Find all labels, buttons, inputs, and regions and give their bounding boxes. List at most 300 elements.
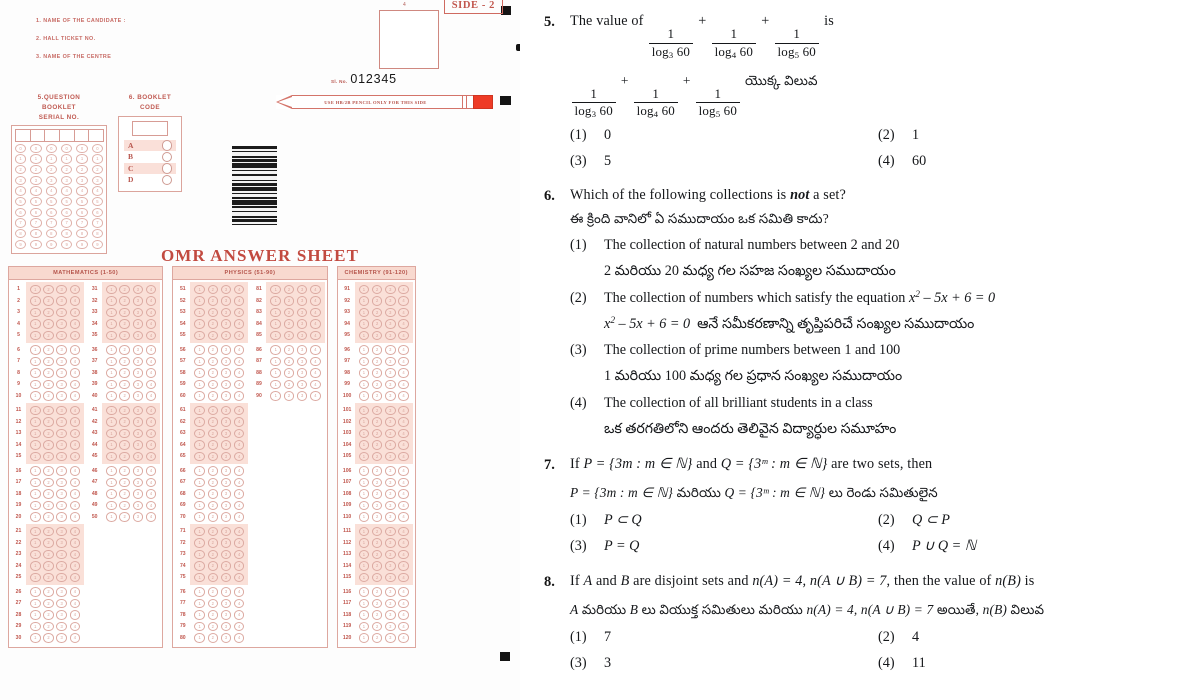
- answer-row-bubbles[interactable]: [355, 428, 413, 440]
- answer-bubble[interactable]: 1: [30, 319, 41, 329]
- answer-bubble[interactable]: 1: [30, 368, 41, 378]
- answer-bubble[interactable]: 3: [221, 417, 232, 427]
- serial-bubble-grid[interactable]: [11, 125, 107, 254]
- serial-digit-bubble[interactable]: 8: [30, 229, 41, 238]
- answer-row-bubbles[interactable]: [26, 465, 84, 477]
- answer-bubble[interactable]: 3: [385, 391, 396, 401]
- answer-row-bubbles[interactable]: [26, 572, 84, 584]
- answer-bubble[interactable]: 1: [30, 429, 41, 439]
- answer-bubble[interactable]: 1: [194, 633, 205, 643]
- answer-bubble[interactable]: 2: [372, 527, 383, 537]
- answer-row-bubbles[interactable]: [190, 621, 248, 633]
- answer-bubble[interactable]: 4: [310, 285, 321, 295]
- answer-bubble[interactable]: 3: [221, 452, 232, 462]
- answer-bubble[interactable]: 3: [56, 429, 67, 439]
- answer-bubble[interactable]: 1: [194, 489, 205, 499]
- answer-bubble[interactable]: 4: [398, 550, 409, 560]
- answer-bubble[interactable]: 2: [119, 417, 130, 427]
- answer-row-bubbles[interactable]: [190, 344, 248, 356]
- answer-row-bubbles[interactable]: [190, 379, 248, 391]
- answer-bubble[interactable]: 2: [372, 512, 383, 522]
- answer-row-bubbles[interactable]: [355, 344, 413, 356]
- answer-bubble[interactable]: 4: [70, 489, 81, 499]
- answer-bubble[interactable]: 2: [119, 380, 130, 390]
- answer-bubble[interactable]: 1: [359, 527, 370, 537]
- answer-bubble[interactable]: 2: [119, 466, 130, 476]
- answer-bubble[interactable]: 4: [146, 429, 157, 439]
- answer-bubble[interactable]: 4: [70, 296, 81, 306]
- serial-digit-bubble[interactable]: 5: [92, 197, 103, 206]
- answer-bubble[interactable]: 3: [385, 308, 396, 318]
- answer-bubble[interactable]: 2: [284, 357, 295, 367]
- answer-bubble[interactable]: 2: [284, 380, 295, 390]
- answer-bubble[interactable]: 4: [310, 345, 321, 355]
- answer-bubble[interactable]: 3: [56, 357, 67, 367]
- answer-row-bubbles[interactable]: [26, 356, 84, 368]
- answer-row-bubbles[interactable]: [26, 344, 84, 356]
- answer-bubble[interactable]: 2: [119, 357, 130, 367]
- answer-bubble[interactable]: 4: [70, 478, 81, 488]
- answer-bubble[interactable]: 1: [359, 285, 370, 295]
- serial-digit-bubble[interactable]: 8: [61, 229, 72, 238]
- serial-digit-bubble[interactable]: 3: [92, 176, 103, 185]
- answer-bubble[interactable]: 2: [208, 489, 219, 499]
- answer-bubble[interactable]: 4: [398, 331, 409, 341]
- answer-bubble[interactable]: 4: [234, 633, 245, 643]
- answer-bubble[interactable]: 2: [284, 296, 295, 306]
- serial-digit-bubble[interactable]: 5: [46, 197, 57, 206]
- answer-bubble[interactable]: 3: [385, 489, 396, 499]
- answer-bubble[interactable]: 3: [133, 319, 144, 329]
- answer-bubble[interactable]: 4: [70, 622, 81, 632]
- answer-bubble[interactable]: 3: [221, 406, 232, 416]
- answer-bubble[interactable]: 3: [133, 489, 144, 499]
- answer-bubble[interactable]: 3: [221, 527, 232, 537]
- answer-bubble[interactable]: 3: [385, 599, 396, 609]
- answer-bubble[interactable]: 2: [284, 391, 295, 401]
- answer-bubble[interactable]: 4: [70, 345, 81, 355]
- answer-bubble[interactable]: 1: [30, 489, 41, 499]
- answer-bubble[interactable]: 1: [194, 357, 205, 367]
- answer-row-bubbles[interactable]: [26, 428, 84, 440]
- serial-digit-row[interactable]: [15, 165, 103, 174]
- answer-bubble[interactable]: 4: [398, 319, 409, 329]
- answer-bubble[interactable]: 2: [284, 331, 295, 341]
- answer-bubble[interactable]: 1: [359, 478, 370, 488]
- serial-digit-bubble[interactable]: 1: [30, 154, 41, 163]
- q7-option-4[interactable]: [878, 533, 1186, 559]
- answer-bubble[interactable]: 2: [208, 357, 219, 367]
- answer-bubble[interactable]: 2: [372, 285, 383, 295]
- answer-row-bubbles[interactable]: [102, 318, 160, 330]
- answer-bubble[interactable]: 2: [43, 538, 54, 548]
- answer-bubble[interactable]: 3: [385, 466, 396, 476]
- serial-digit-bubble[interactable]: 8: [46, 229, 57, 238]
- answer-bubble[interactable]: 4: [146, 391, 157, 401]
- serial-digit-bubble[interactable]: 3: [61, 176, 72, 185]
- booklet-code-row-c[interactable]: [124, 163, 176, 175]
- answer-bubble[interactable]: 4: [70, 538, 81, 548]
- answer-row-bubbles[interactable]: [355, 488, 413, 500]
- answer-bubble[interactable]: 3: [221, 501, 232, 511]
- answer-row-bubbles[interactable]: [102, 379, 160, 391]
- answer-row-bubbles[interactable]: [190, 598, 248, 610]
- answer-bubble[interactable]: 2: [43, 633, 54, 643]
- answer-bubble[interactable]: 2: [119, 285, 130, 295]
- answer-bubble[interactable]: 2: [372, 406, 383, 416]
- answer-bubble[interactable]: 3: [133, 296, 144, 306]
- answer-bubble[interactable]: 2: [372, 466, 383, 476]
- answer-bubble[interactable]: 2: [372, 489, 383, 499]
- answer-row-bubbles[interactable]: [102, 465, 160, 477]
- answer-bubble[interactable]: 1: [194, 466, 205, 476]
- answer-bubble[interactable]: 4: [398, 429, 409, 439]
- answer-bubble[interactable]: 3: [56, 417, 67, 427]
- answer-bubble[interactable]: 3: [297, 308, 308, 318]
- answer-bubble[interactable]: 2: [208, 587, 219, 597]
- answer-bubble[interactable]: 2: [43, 406, 54, 416]
- answer-bubble[interactable]: 4: [70, 573, 81, 583]
- answer-row-bubbles[interactable]: [190, 526, 248, 538]
- answer-bubble[interactable]: 4: [70, 440, 81, 450]
- answer-bubble[interactable]: 4: [70, 501, 81, 511]
- answer-bubble[interactable]: 3: [385, 573, 396, 583]
- answer-row-bubbles[interactable]: [26, 537, 84, 549]
- booklet-code-row-d[interactable]: [124, 174, 176, 186]
- answer-bubble[interactable]: 2: [43, 599, 54, 609]
- answer-bubble-group[interactable]: [26, 524, 84, 585]
- answer-bubble[interactable]: 2: [119, 308, 130, 318]
- answer-row-bubbles[interactable]: [102, 500, 160, 512]
- answer-bubble[interactable]: 2: [372, 345, 383, 355]
- answer-bubble[interactable]: 2: [284, 368, 295, 378]
- answer-bubble[interactable]: 2: [208, 599, 219, 609]
- answer-bubble[interactable]: 4: [146, 296, 157, 306]
- answer-bubble[interactable]: 1: [359, 622, 370, 632]
- answer-bubble[interactable]: 3: [56, 573, 67, 583]
- answer-bubble-group[interactable]: [355, 524, 413, 585]
- answer-bubble[interactable]: 2: [208, 296, 219, 306]
- answer-bubble[interactable]: 3: [56, 296, 67, 306]
- serial-digit-bubble[interactable]: 5: [61, 197, 72, 206]
- answer-bubble[interactable]: 1: [194, 319, 205, 329]
- answer-bubble[interactable]: 3: [297, 296, 308, 306]
- answer-bubble[interactable]: 1: [194, 406, 205, 416]
- answer-row-bubbles[interactable]: [190, 511, 248, 523]
- answer-bubble[interactable]: 1: [359, 466, 370, 476]
- answer-bubble[interactable]: 1: [194, 440, 205, 450]
- answer-row-bubbles[interactable]: [266, 390, 324, 402]
- answer-bubble[interactable]: 3: [56, 587, 67, 597]
- serial-write-box[interactable]: [88, 129, 104, 142]
- answer-bubble[interactable]: 3: [221, 466, 232, 476]
- serial-digit-bubble[interactable]: 4: [46, 186, 57, 195]
- serial-digit-bubble[interactable]: 2: [46, 165, 57, 174]
- answer-bubble[interactable]: 1: [270, 368, 281, 378]
- answer-bubble[interactable]: 1: [270, 345, 281, 355]
- serial-digit-bubble[interactable]: 3: [46, 176, 57, 185]
- answer-bubble[interactable]: 3: [297, 391, 308, 401]
- serial-digit-bubble[interactable]: 0: [46, 144, 57, 153]
- answer-bubble[interactable]: 3: [56, 561, 67, 571]
- answer-row-bubbles[interactable]: [102, 284, 160, 296]
- answer-bubble[interactable]: 4: [234, 308, 245, 318]
- serial-digit-bubble[interactable]: 5: [15, 197, 26, 206]
- answer-bubble[interactable]: 2: [208, 622, 219, 632]
- answer-row-bubbles[interactable]: [190, 318, 248, 330]
- answer-bubble[interactable]: 4: [398, 357, 409, 367]
- answer-bubble[interactable]: 4: [234, 527, 245, 537]
- answer-bubble[interactable]: 3: [385, 296, 396, 306]
- answer-bubble[interactable]: 4: [146, 285, 157, 295]
- answer-bubble[interactable]: 2: [43, 452, 54, 462]
- answer-bubble[interactable]: 1: [194, 501, 205, 511]
- answer-bubble[interactable]: 2: [43, 610, 54, 620]
- answer-bubble[interactable]: 1: [106, 501, 117, 511]
- answer-bubble[interactable]: 2: [43, 440, 54, 450]
- answer-bubble[interactable]: 4: [398, 633, 409, 643]
- serial-digit-row[interactable]: [15, 144, 103, 153]
- answer-bubble[interactable]: 2: [208, 466, 219, 476]
- answer-row-bubbles[interactable]: [190, 572, 248, 584]
- answer-bubble[interactable]: 1: [270, 380, 281, 390]
- q5-option-1[interactable]: [570, 122, 878, 148]
- answer-bubble[interactable]: 2: [208, 538, 219, 548]
- answer-bubble[interactable]: 4: [398, 380, 409, 390]
- answer-bubble[interactable]: 3: [56, 622, 67, 632]
- answer-bubble[interactable]: 2: [372, 296, 383, 306]
- answer-bubble[interactable]: 4: [398, 368, 409, 378]
- answer-bubble[interactable]: 2: [208, 391, 219, 401]
- serial-digit-bubble[interactable]: 6: [61, 208, 72, 217]
- answer-bubble[interactable]: 4: [398, 587, 409, 597]
- answer-bubble[interactable]: 3: [385, 380, 396, 390]
- answer-bubble[interactable]: 1: [30, 285, 41, 295]
- answer-bubble[interactable]: 1: [30, 550, 41, 560]
- answer-bubble[interactable]: 3: [221, 319, 232, 329]
- answer-bubble[interactable]: 2: [372, 391, 383, 401]
- answer-bubble[interactable]: 1: [194, 587, 205, 597]
- answer-bubble[interactable]: 2: [43, 331, 54, 341]
- answer-row-bubbles[interactable]: [355, 572, 413, 584]
- answer-bubble[interactable]: 3: [133, 345, 144, 355]
- answer-bubble[interactable]: 4: [234, 345, 245, 355]
- answer-bubble[interactable]: 1: [359, 587, 370, 597]
- answer-bubble[interactable]: 3: [385, 478, 396, 488]
- answer-bubble[interactable]: 2: [208, 501, 219, 511]
- q6-option-4[interactable]: [570, 390, 1186, 416]
- answer-bubble[interactable]: 2: [43, 417, 54, 427]
- answer-bubble[interactable]: 1: [30, 527, 41, 537]
- answer-bubble[interactable]: 3: [385, 610, 396, 620]
- serial-write-box[interactable]: [59, 129, 75, 142]
- serial-digit-bubble[interactable]: 8: [92, 229, 103, 238]
- answer-bubble[interactable]: 4: [146, 368, 157, 378]
- answer-bubble[interactable]: 2: [208, 633, 219, 643]
- answer-bubble[interactable]: 2: [119, 478, 130, 488]
- answer-bubble[interactable]: 3: [56, 599, 67, 609]
- answer-row-bubbles[interactable]: [190, 439, 248, 451]
- answer-row-bubbles[interactable]: [190, 330, 248, 342]
- answer-bubble-group[interactable]: [102, 282, 160, 343]
- answer-bubble[interactable]: 4: [234, 489, 245, 499]
- answer-bubble[interactable]: 2: [43, 285, 54, 295]
- answer-row-bubbles[interactable]: [102, 390, 160, 402]
- answer-bubble[interactable]: 3: [221, 550, 232, 560]
- answer-bubble[interactable]: 1: [106, 380, 117, 390]
- answer-bubble[interactable]: 2: [208, 285, 219, 295]
- answer-bubble[interactable]: 3: [56, 512, 67, 522]
- answer-bubble-group[interactable]: [355, 403, 413, 464]
- answer-bubble[interactable]: 2: [208, 561, 219, 571]
- serial-write-box[interactable]: [74, 129, 90, 142]
- answer-bubble[interactable]: 2: [208, 368, 219, 378]
- answer-bubble[interactable]: 1: [30, 391, 41, 401]
- answer-bubble[interactable]: 1: [194, 380, 205, 390]
- answer-bubble[interactable]: 4: [398, 561, 409, 571]
- answer-bubble[interactable]: 4: [70, 466, 81, 476]
- answer-row-bubbles[interactable]: [190, 560, 248, 572]
- answer-bubble[interactable]: 2: [43, 391, 54, 401]
- answer-bubble[interactable]: 4: [146, 308, 157, 318]
- answer-bubble[interactable]: 2: [372, 633, 383, 643]
- answer-bubble[interactable]: 1: [194, 391, 205, 401]
- serial-digit-bubble[interactable]: 7: [92, 218, 103, 227]
- answer-bubble[interactable]: 2: [43, 308, 54, 318]
- serial-digit-bubble[interactable]: 2: [30, 165, 41, 174]
- answer-bubble[interactable]: 3: [385, 527, 396, 537]
- answer-bubble[interactable]: 2: [208, 440, 219, 450]
- answer-bubble[interactable]: 2: [119, 406, 130, 416]
- answer-bubble[interactable]: 3: [56, 501, 67, 511]
- answer-bubble[interactable]: 3: [385, 512, 396, 522]
- answer-bubble[interactable]: 4: [234, 550, 245, 560]
- answer-bubble[interactable]: 2: [119, 368, 130, 378]
- answer-bubble[interactable]: 1: [30, 633, 41, 643]
- answer-row-bubbles[interactable]: [190, 451, 248, 463]
- answer-bubble[interactable]: 2: [284, 308, 295, 318]
- answer-bubble[interactable]: 1: [194, 308, 205, 318]
- answer-bubble[interactable]: 3: [221, 429, 232, 439]
- serial-write-box[interactable]: [44, 129, 60, 142]
- answer-bubble[interactable]: 4: [398, 391, 409, 401]
- serial-digit-bubble[interactable]: 7: [76, 218, 87, 227]
- answer-row-bubbles[interactable]: [26, 586, 84, 598]
- answer-row-bubbles[interactable]: [190, 356, 248, 368]
- answer-bubble[interactable]: 4: [234, 406, 245, 416]
- answer-bubble[interactable]: 3: [56, 345, 67, 355]
- answer-bubble[interactable]: 4: [234, 331, 245, 341]
- answer-bubble[interactable]: 2: [208, 452, 219, 462]
- answer-bubble[interactable]: 2: [372, 587, 383, 597]
- answer-bubble[interactable]: 4: [234, 478, 245, 488]
- answer-bubble[interactable]: 2: [43, 527, 54, 537]
- q8-option-2[interactable]: [878, 624, 1186, 650]
- answer-bubble[interactable]: 3: [385, 538, 396, 548]
- answer-bubble[interactable]: 1: [359, 489, 370, 499]
- answer-bubble[interactable]: 1: [194, 610, 205, 620]
- q6-option-1[interactable]: [570, 232, 1186, 258]
- answer-bubble[interactable]: 2: [284, 345, 295, 355]
- serial-digit-bubble[interactable]: 1: [92, 154, 103, 163]
- answer-row-bubbles[interactable]: [26, 549, 84, 561]
- answer-bubble[interactable]: 2: [43, 489, 54, 499]
- serial-digit-bubble[interactable]: 7: [30, 218, 41, 227]
- answer-bubble[interactable]: 1: [30, 440, 41, 450]
- serial-digit-bubble[interactable]: 3: [30, 176, 41, 185]
- answer-bubble[interactable]: 3: [133, 308, 144, 318]
- answer-bubble[interactable]: 2: [208, 610, 219, 620]
- answer-bubble[interactable]: 3: [56, 610, 67, 620]
- answer-bubble[interactable]: 1: [30, 512, 41, 522]
- answer-bubble[interactable]: 4: [146, 380, 157, 390]
- q6-option-2[interactable]: [570, 285, 1186, 311]
- answer-bubble[interactable]: 3: [297, 368, 308, 378]
- answer-bubble[interactable]: 1: [30, 380, 41, 390]
- serial-digit-row[interactable]: [15, 208, 103, 217]
- answer-bubble[interactable]: 1: [30, 466, 41, 476]
- answer-bubble[interactable]: 2: [43, 380, 54, 390]
- serial-digit-bubble[interactable]: 1: [46, 154, 57, 163]
- q8-option-4[interactable]: [878, 650, 1186, 676]
- answer-bubble[interactable]: 1: [106, 406, 117, 416]
- answer-bubble[interactable]: 3: [133, 357, 144, 367]
- answer-bubble[interactable]: 3: [56, 452, 67, 462]
- answer-bubble[interactable]: 2: [43, 573, 54, 583]
- answer-bubble[interactable]: 3: [385, 368, 396, 378]
- answer-bubble-group[interactable]: [26, 282, 84, 343]
- answer-bubble[interactable]: 4: [234, 357, 245, 367]
- answer-row-bubbles[interactable]: [355, 318, 413, 330]
- answer-row-bubbles[interactable]: [26, 621, 84, 633]
- answer-bubble[interactable]: 3: [221, 308, 232, 318]
- answer-bubble[interactable]: 3: [221, 489, 232, 499]
- answer-bubble[interactable]: 3: [56, 538, 67, 548]
- answer-bubble[interactable]: 2: [43, 561, 54, 571]
- answer-bubble[interactable]: 3: [56, 331, 67, 341]
- serial-digit-bubble[interactable]: 0: [61, 144, 72, 153]
- answer-bubble[interactable]: 3: [221, 285, 232, 295]
- answer-bubble[interactable]: 1: [106, 429, 117, 439]
- answer-bubble[interactable]: 1: [270, 319, 281, 329]
- answer-bubble[interactable]: 3: [221, 561, 232, 571]
- serial-digit-bubble[interactable]: 4: [76, 186, 87, 195]
- answer-row-bubbles[interactable]: [355, 537, 413, 549]
- answer-bubble[interactable]: 3: [221, 296, 232, 306]
- booklet-code-bubble[interactable]: [162, 140, 173, 151]
- answer-row-bubbles[interactable]: [266, 330, 324, 342]
- answer-bubble[interactable]: 3: [385, 622, 396, 632]
- answer-bubble[interactable]: 1: [106, 285, 117, 295]
- answer-bubble[interactable]: 1: [359, 610, 370, 620]
- answer-bubble[interactable]: 1: [106, 466, 117, 476]
- answer-bubble[interactable]: 4: [310, 357, 321, 367]
- answer-bubble[interactable]: 1: [359, 452, 370, 462]
- answer-row-bubbles[interactable]: [266, 295, 324, 307]
- answer-bubble[interactable]: 2: [372, 538, 383, 548]
- answer-row-bubbles[interactable]: [355, 609, 413, 621]
- q6-option-3[interactable]: [570, 337, 1186, 363]
- answer-bubble[interactable]: 3: [56, 466, 67, 476]
- serial-digit-bubble[interactable]: 9: [61, 240, 72, 249]
- answer-bubble[interactable]: 2: [43, 429, 54, 439]
- answer-row-bubbles[interactable]: [355, 379, 413, 391]
- answer-bubble[interactable]: 3: [385, 440, 396, 450]
- answer-bubble-group[interactable]: [190, 585, 248, 646]
- answer-bubble[interactable]: 1: [194, 452, 205, 462]
- answer-bubble[interactable]: 4: [234, 319, 245, 329]
- answer-row-bubbles[interactable]: [190, 390, 248, 402]
